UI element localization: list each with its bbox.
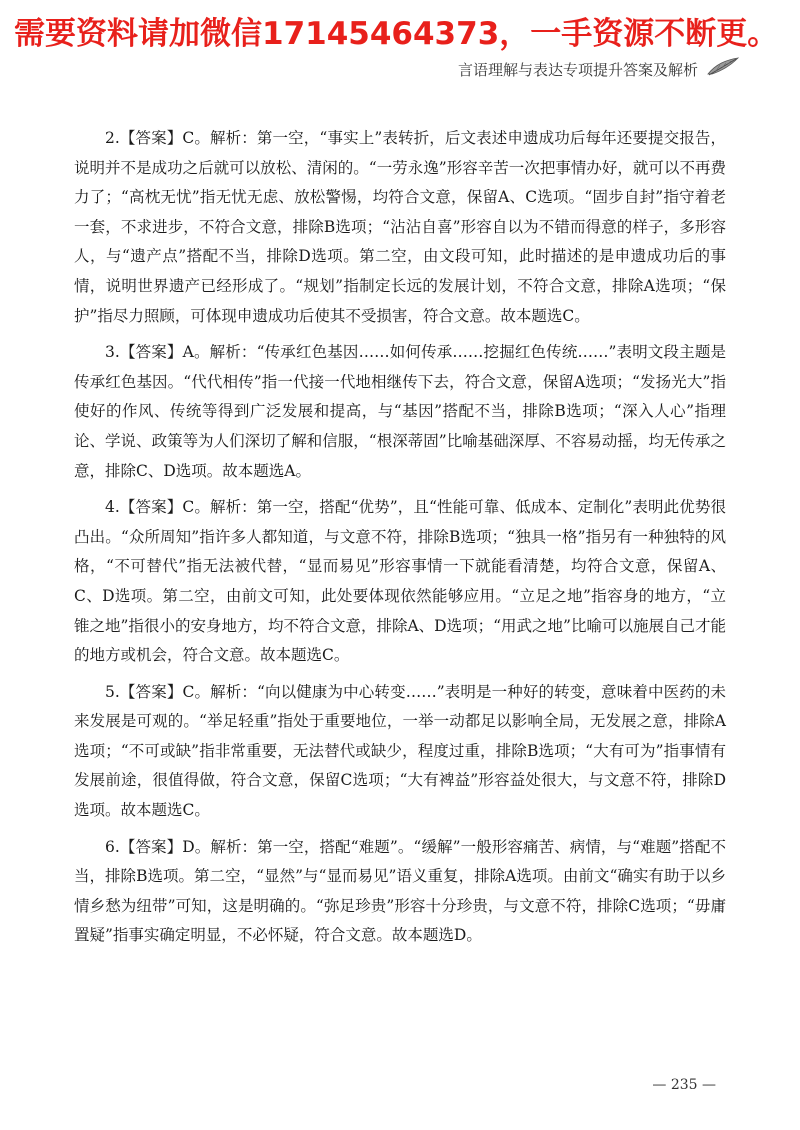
answer-body: A。解析：“传承红色基因……如何传承……挖掘红色传统……”表明文段主题是传承红色基因。“代代相传”指一代接一代地相继传下去，符合文意，保留A选项；“发扬光大”指使好的作风、传统等得到广泛发展和提高，与“基因”搭配不当，排除B选项；“深入人心”指理论、学说、政策等为人们深切了解和信服，“根深蒂固”比喻基础深厚、不容易动摇，均无传承之意，排除C、D选项。故本题选A。 xyxy=(74,343,726,480)
answer-item-5 xyxy=(74,678,726,826)
answer-list xyxy=(74,124,726,958)
answer-body: C。解析：第一空，搭配“优势”，且“性能可靠、低成本、定制化”表明此优势很凸出。“众所周知”指许多人都知道，与文意不符，排除B选项；“独具一格”指另有一种独特的风格，“不可替代”指无法被代替，“显而易见”形容事情一下就能看清楚，均符合文意，保留A、C、D选项。第二空，由前文可知，此处要体现依然能够应用。“立足之地”指容身的地方，“立锥之地”指很小的安身地方，均不符合文意，排除A、D选项；“用武之地”比喻可以施展自己才能的地方或机会，符合文意。故本题选C。 xyxy=(74,498,726,665)
page-number: — 235 — xyxy=(652,1077,716,1093)
answer-number: 2. xyxy=(105,129,120,147)
feather-icon xyxy=(706,56,740,82)
answer-number: 6. xyxy=(105,837,120,856)
answer-body: C。解析：第一空，“事实上”表转折，后文表述申遗成功后每年还要提交报告，说明并不是成功之后就可以放松、清闲的。“一劳永逸”形容辛苦一次把事情办好，就可以不再费力了；“高枕无忧”指无忧无虑、放松警惕，均符合文意，保留A、C选项。“固步自封”指守着老一套，不求进步，不符合文意，排除B选项；“沾沾自喜”形容自以为不错而得意的样子，多形容人，与“遗产点”搭配不当，排除D选项。第二空，由文段可知，此时描述的是申遗成功后的事情，说明世界遗产已经形成了。“规划”指制定长远的发展计划，不符合文意，排除A选项；“保护”指尽力照顾，可体现申遗成功后使其不受损害，符合文意。故本题选C。 xyxy=(74,129,726,325)
answer-number: 5. xyxy=(105,682,120,701)
answer-tag: 【答案】 xyxy=(119,682,183,701)
answer-item-6 xyxy=(74,833,726,951)
answer-item-3 xyxy=(74,338,726,486)
answer-tag: 【答案】 xyxy=(119,498,183,517)
answer-tag: 【答案】 xyxy=(119,837,183,856)
answer-body: D。解析：第一空，搭配“难题”。“缓解”一般形容痛苦、病情，与“难题”搭配不当，排除B选项。第二空，“显然”与“显而易见”语义重复，排除A选项。由前文“确实有助于以乡情乡愁为纽带”可知，这是明确的。“弥足珍贵”形容十分珍贵，与文意不符，排除C选项；“毋庸置疑”指事实确定明显，不必怀疑，符合文意。故本题选D。 xyxy=(74,837,726,945)
answer-number: 3. xyxy=(105,343,120,362)
answer-item-2 xyxy=(74,124,726,331)
running-header-title: 言语理解与表达专项提升答案及解析 xyxy=(457,60,698,79)
answer-tag: 【答案】 xyxy=(119,129,183,147)
answer-item-4 xyxy=(74,493,726,671)
answer-body: C。解析：“向以健康为中心转变……”表明是一种好的转变，意味着中医药的未来发展是可观的。“举足轻重”指处于重要地位，一举一动都足以影响全局，无发展之意，排除A选项；“不可或缺”指非常重要，无法替代或缺少，程度过重，排除B选项；“大有可为”指事情有发展前途，很值得做，符合文意，保留C选项；“大有裨益”形容益处很大，与文意不符，排除D选项。故本题选C。 xyxy=(74,682,726,820)
running-header xyxy=(458,56,740,82)
watermark-banner: 需要资料请加微信17145464373，一手资源不断更。 xyxy=(14,16,779,52)
answer-tag: 【答案】 xyxy=(119,343,183,362)
answer-number: 4. xyxy=(105,498,120,517)
